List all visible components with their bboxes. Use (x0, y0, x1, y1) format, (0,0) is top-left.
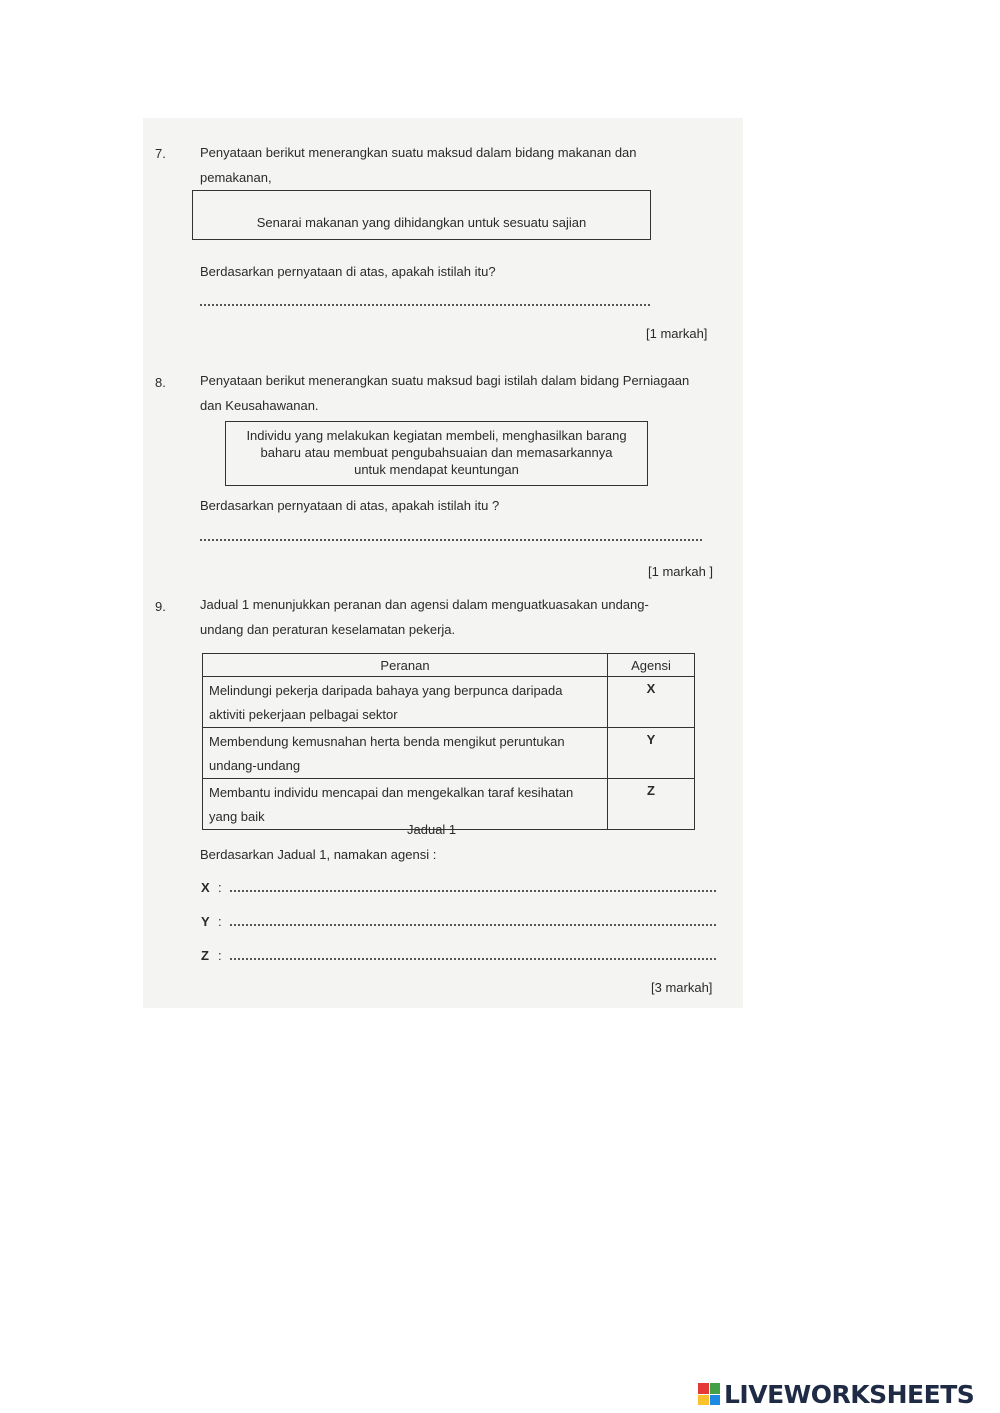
q7-question: Berdasarkan pernyataan di atas, apakah istilah itu? (200, 264, 496, 279)
peranan-cell: Membendung kemusnahan herta benda mengikut peruntukan undang-undang (203, 728, 608, 779)
answer-colon-z: : (218, 948, 222, 963)
peranan-cell: Melindungi pekerja daripada bahaya yang berpunca daripada aktiviti pekerjaan pelbagai sektor (203, 677, 608, 728)
q7-answer-line[interactable] (200, 296, 650, 306)
answer-label-z: Z (201, 948, 209, 963)
answer-label-y: Y (201, 914, 210, 929)
table-caption: Jadual 1 (407, 822, 457, 837)
q7-statement-line1: Penyataan berikut menerangkan suatu maksud dalam bidang makanan dan (200, 145, 637, 160)
q7-statement-line2: pemakanan, (200, 170, 272, 185)
answer-colon-x: : (218, 880, 222, 895)
table-header-row (203, 654, 695, 677)
q8-question: Berdasarkan pernyataan di atas, apakah istilah itu ? (200, 498, 500, 513)
q9-number: 9. (155, 599, 166, 614)
answer-line-x[interactable] (230, 882, 716, 892)
q8-definition-line2: baharu atau membuat pengubahsuaian dan memasarkannya (260, 445, 613, 460)
q8-statement-line1: Penyataan berikut menerangkan suatu maksud bagi istilah dalam bidang Perniagaan (200, 373, 690, 388)
q9-statement-line1: Jadual 1 menunjukkan peranan dan agensi dalam menguatkuasakan undang- (200, 597, 649, 612)
q7-definition-box (192, 190, 651, 240)
q7-marks: [1 markah] (646, 326, 708, 341)
agensi-cell: Y (608, 728, 695, 779)
answer-colon-y: : (218, 914, 222, 929)
agensi-cell: X (608, 677, 695, 728)
q8-definition-line1: Individu yang melakukan kegiatan membeli, menghasilkan barang (246, 428, 627, 443)
q8-answer-line[interactable] (200, 531, 702, 541)
logo-text: LIVEWORKSHEETS (724, 1379, 975, 1409)
answer-label-x: X (201, 880, 210, 895)
q8-statement-line2: dan Keusahawanan. (200, 398, 319, 413)
q8-number: 8. (155, 375, 166, 390)
q9-question: Berdasarkan Jadual 1, namakan agensi : (200, 847, 437, 862)
logo-mark-icon (698, 1383, 720, 1405)
scanned-page-background (143, 118, 743, 1008)
q7-number: 7. (155, 146, 166, 161)
q8-definition-line3: untuk mendapat keuntungan (354, 462, 519, 477)
q8-definition-box (225, 421, 648, 486)
q9-statement-line2: undang dan peraturan keselamatan pekerja. (200, 622, 456, 637)
answer-line-z[interactable] (230, 950, 716, 960)
header-peranan: Peranan (203, 654, 608, 677)
table-row (203, 677, 695, 728)
table-row (203, 728, 695, 779)
q9-marks: [3 markah] (651, 980, 713, 995)
jadual-1-table (202, 653, 695, 830)
liveworksheets-logo (698, 1378, 974, 1410)
agensi-cell: Z (608, 779, 695, 830)
q7-definition-text: Senarai makanan yang dihidangkan untuk sesuatu sajian (256, 215, 587, 230)
q8-marks: [1 markah ] (648, 564, 714, 579)
answer-line-y[interactable] (230, 916, 716, 926)
peranan-cell: Membantu individu mencapai dan mengekalkan taraf kesihatan yang baik (203, 779, 608, 830)
header-agensi: Agensi (608, 654, 695, 677)
